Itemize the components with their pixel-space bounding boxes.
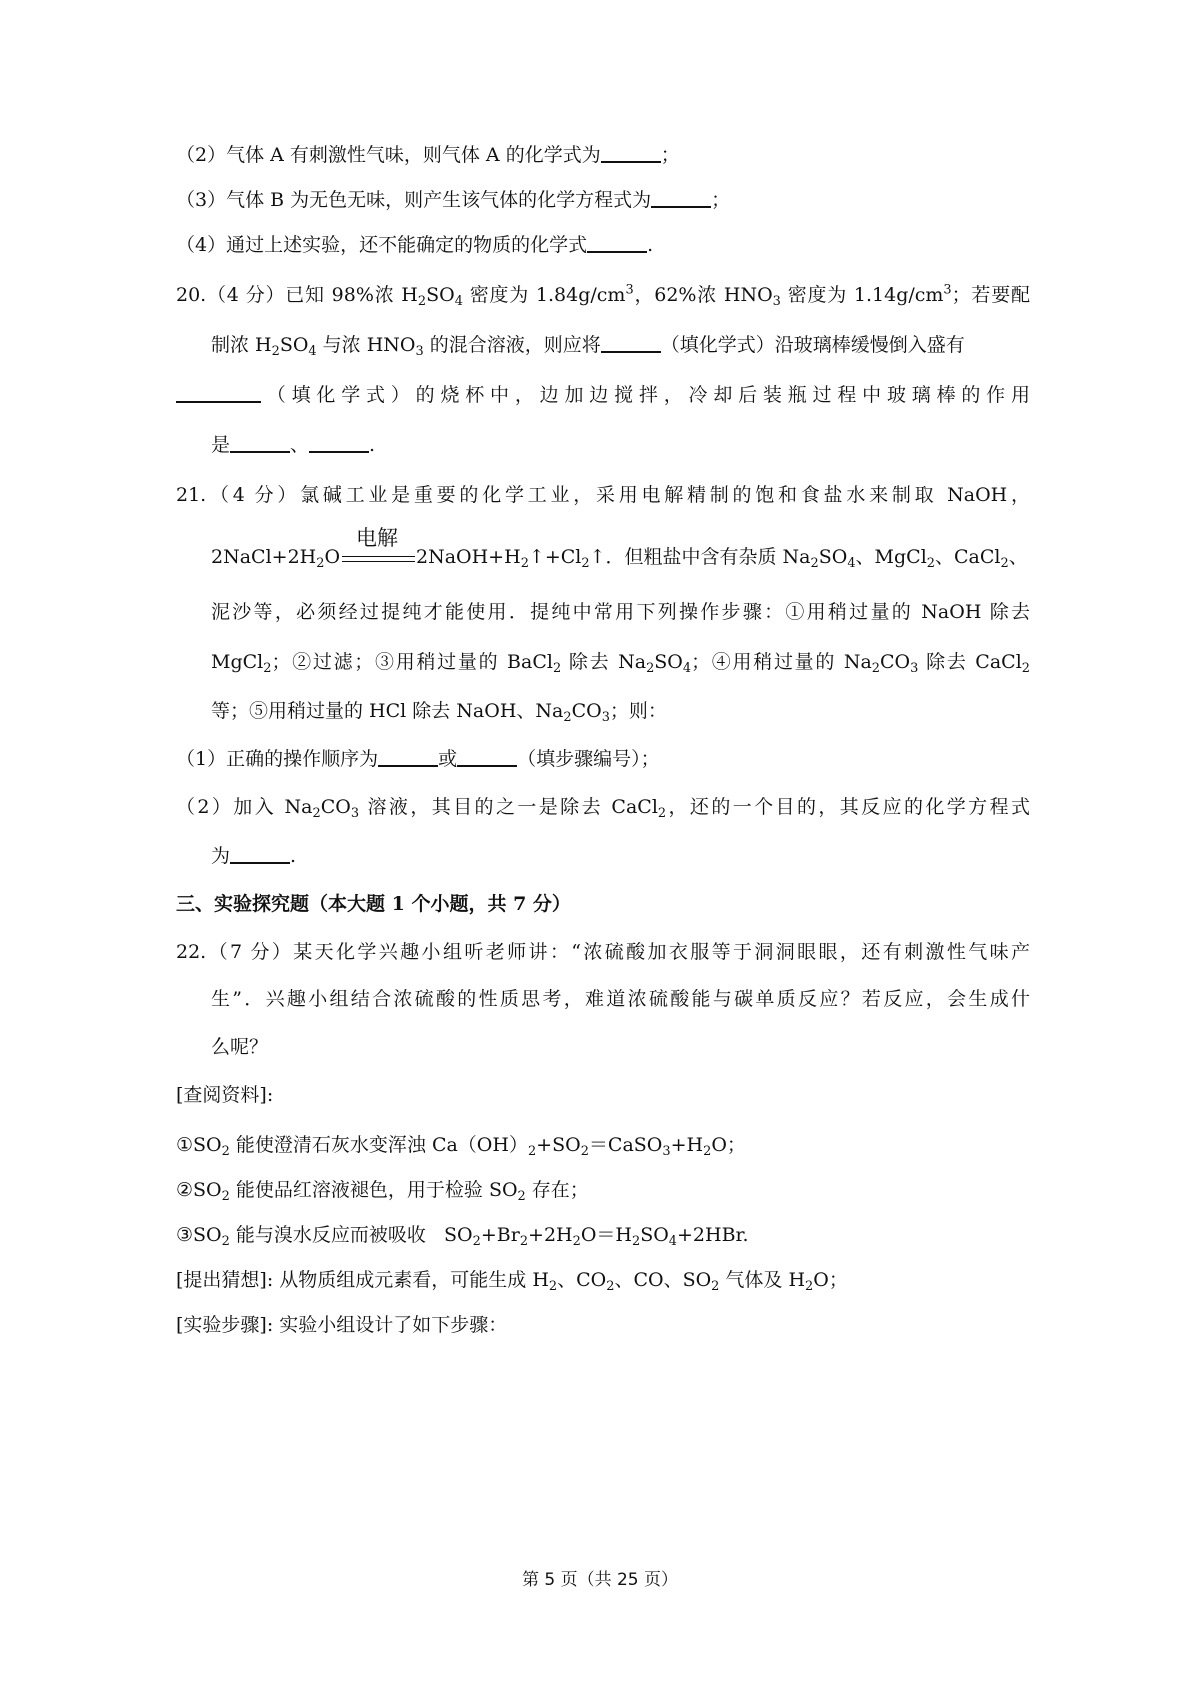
q20-line2: 制浓 $H_2SO_4$ 与浓 $HNO_3$ 的混合溶液，则应将 （填化学式）沿玻璃棒缓慢倒入盛有 bbox=[211, 331, 965, 359]
q21-line3: 泥沙等，必须经过提纯才能使用．提纯中常用下列操作步骤：①用稍过量的 NaOH 除去 bbox=[211, 601, 1030, 623]
hypothesis: [提出猜想]: 从物质组成元素看，可能生成 $H_2$、$CO_2$、CO、$SO_2$ 气体及 $H_2O$； bbox=[176, 1269, 848, 1294]
q21-equation-left: $2NaCl+2H_2O$ bbox=[211, 546, 341, 571]
electrolysis-condition: 电解 bbox=[356, 526, 398, 550]
equation-bar-top bbox=[342, 556, 415, 557]
experiment-steps: [实验步骤]: 实验小组设计了如下步骤： bbox=[176, 1314, 508, 1336]
q21-equation-right: $2NaOH+H_2↑+Cl_2↑$．但粗盐中含有杂质 $Na_2SO_4$、MgCl$_2$、CaCl$_2$、 bbox=[416, 546, 1028, 571]
q20-line1: 20.（4 分）已知 98%浓 $H_2SO_4$ 密度为 $1.84g/cm^3$，62%浓 $HNO_3$ 密度为 $1.14g/cm^3$；若要配 bbox=[176, 282, 1030, 309]
q20-line4: 是 、 . bbox=[211, 431, 375, 459]
reference-title: [查阅资料]: bbox=[176, 1084, 274, 1106]
reference-item-1: $①SO_2$ 能使澄清石灰水变浑浊 $Ca(OH)_2+SO_2=CaSO_3+H_2O$； bbox=[176, 1134, 746, 1159]
q21-line1: 21.（4 分）氯碱工业是重要的化学工业，采用电解精制的饱和食盐水来制取 NaOH， bbox=[176, 484, 1030, 506]
q21-part2-line2: 为 . bbox=[211, 842, 296, 870]
q21-part1: （1）正确的操作顺序为 或 （填步骤编号）； bbox=[176, 745, 660, 773]
reference-item-2: $②SO_2$ 能使品红溶液褪色，用于检验 $SO_2$ 存在； bbox=[176, 1179, 589, 1204]
q19-part2: （2）气体 A 有刺激性气味，则气体 A 的化学式为 ； bbox=[176, 141, 680, 169]
section3-title: 三、实验探究题（本大题 1 个小题，共 7 分） bbox=[176, 893, 571, 915]
equation-bar-bottom bbox=[342, 561, 415, 562]
page-footer: 第 5 页（共 25 页） bbox=[521, 1570, 679, 1590]
q19-part4: （4）通过上述实验，还不能确定的物质的化学式 . bbox=[176, 231, 653, 259]
q22-line3: 么呢？ bbox=[211, 1036, 269, 1058]
q21-part2: （2）加入 $Na_2CO_3$ 溶液，其目的之一是除去 CaCl$_2$，还的一个目的，其反应的化学方程式 bbox=[176, 796, 1030, 821]
q22-line2: 生”．兴趣小组结合浓硫酸的性质思考，难道浓硫酸能与碳单质反应？若反应，会生成什 bbox=[211, 988, 1030, 1010]
q22-line1: 22.（7 分）某天化学兴趣小组听老师讲：“浓硫酸加衣服等于洞洞眼眼，还有刺激性气味产 bbox=[176, 941, 1030, 963]
q20-line3: （填化学式）的烧杯中，边加边搅拌，冷却后装瓶过程中玻璃棒的作用 bbox=[176, 381, 1030, 409]
q19-part3: （3）气体 B 为无色无味，则产生该气体的化学方程式为 ； bbox=[176, 186, 730, 214]
reference-item-3: $③SO_2$ 能与溴水反应而被吸收 $SO_2+Br_2+2H_2O=H_2SO_4+2HBr$. bbox=[176, 1224, 749, 1249]
q21-line5: 等；⑤用稍过量的 HCl 除去 NaOH、$Na_2CO_3$；则： bbox=[211, 700, 667, 725]
q21-line4: MgCl$_2$；②过滤；③用稍过量的 BaCl$_2$ 除去 $Na_2SO_4$；④用稍过量的 $Na_2CO_3$ 除去 CaCl$_2$ bbox=[211, 651, 1030, 676]
